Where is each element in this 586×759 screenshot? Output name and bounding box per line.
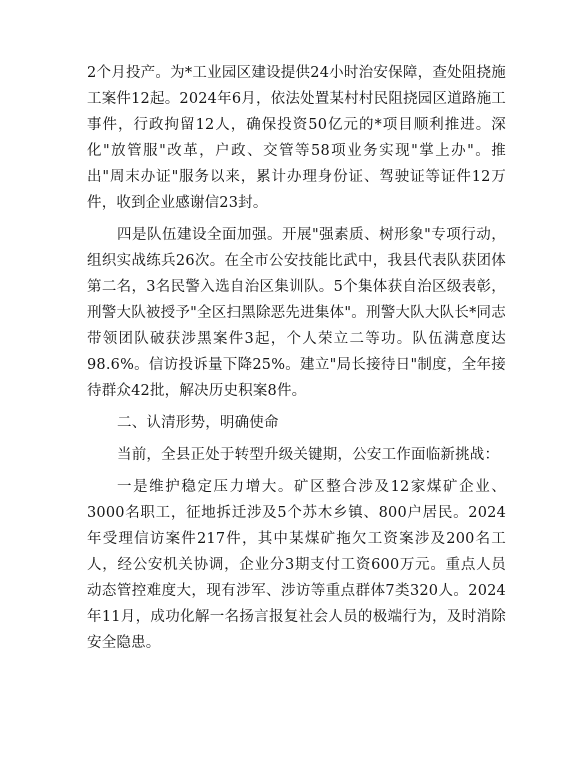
paragraph-stability-pressure: 一是维护稳定压力增大。矿区整合涉及12家煤矿企业、3000名职工，征地拆迁涉及5个苏木乡镇、800户居民。2024年受理信访案件217件，其中某煤矿拖欠工资案涉及200名工人，经公安机关协调，企业分3期支付工资600万元。重点人员动态管控难度大，现有涉军、涉访等重点群体7类320人。2024年11月，成功化解一名扬言报复社会人员的极端行为，及时消除安全隐患。 <box>87 479 506 651</box>
paragraph-1: 2个月投产。为*工业园区建设提供24小时治安保障，查处阻挠施工案件12起。2024年6月，依法处置某村村民阻挠园区道路施工事件，行政拘留12人，确保投资50亿元的*项目顺利推进。深化"放管服"改革，户政、交管等58项业务实现"掌上办"。推出"周末办证"服务以来，累计办理身份证、驾驶证等证件12万件，收到企业感谢信23封。 <box>87 65 506 211</box>
paragraph-situation: 当前，全县正处于转型升级关键期，公安工作面临新挑战： <box>117 447 500 463</box>
section-heading: 二、认清形势，明确使命 <box>117 415 279 431</box>
paragraph-team-building: 四是队伍建设全面加强。开展"强素质、树形象"专项行动，组织实战练兵26次。在全市公安技能比武中，我县代表队获团体第二名，3名民警入选自治区集训队。5个集体获自治区级表彰，刑警大队被授予"全区扫黑除恶先进集体"。刑警大队大队长*同志带领团队破获涉黑案件3起，个人荣立二等功。队伍满意度达98.6%。信访投诉量下降25%。建立"局长接待日"制度，全年接待群众42批，解决历史积案8件。 <box>87 227 506 399</box>
